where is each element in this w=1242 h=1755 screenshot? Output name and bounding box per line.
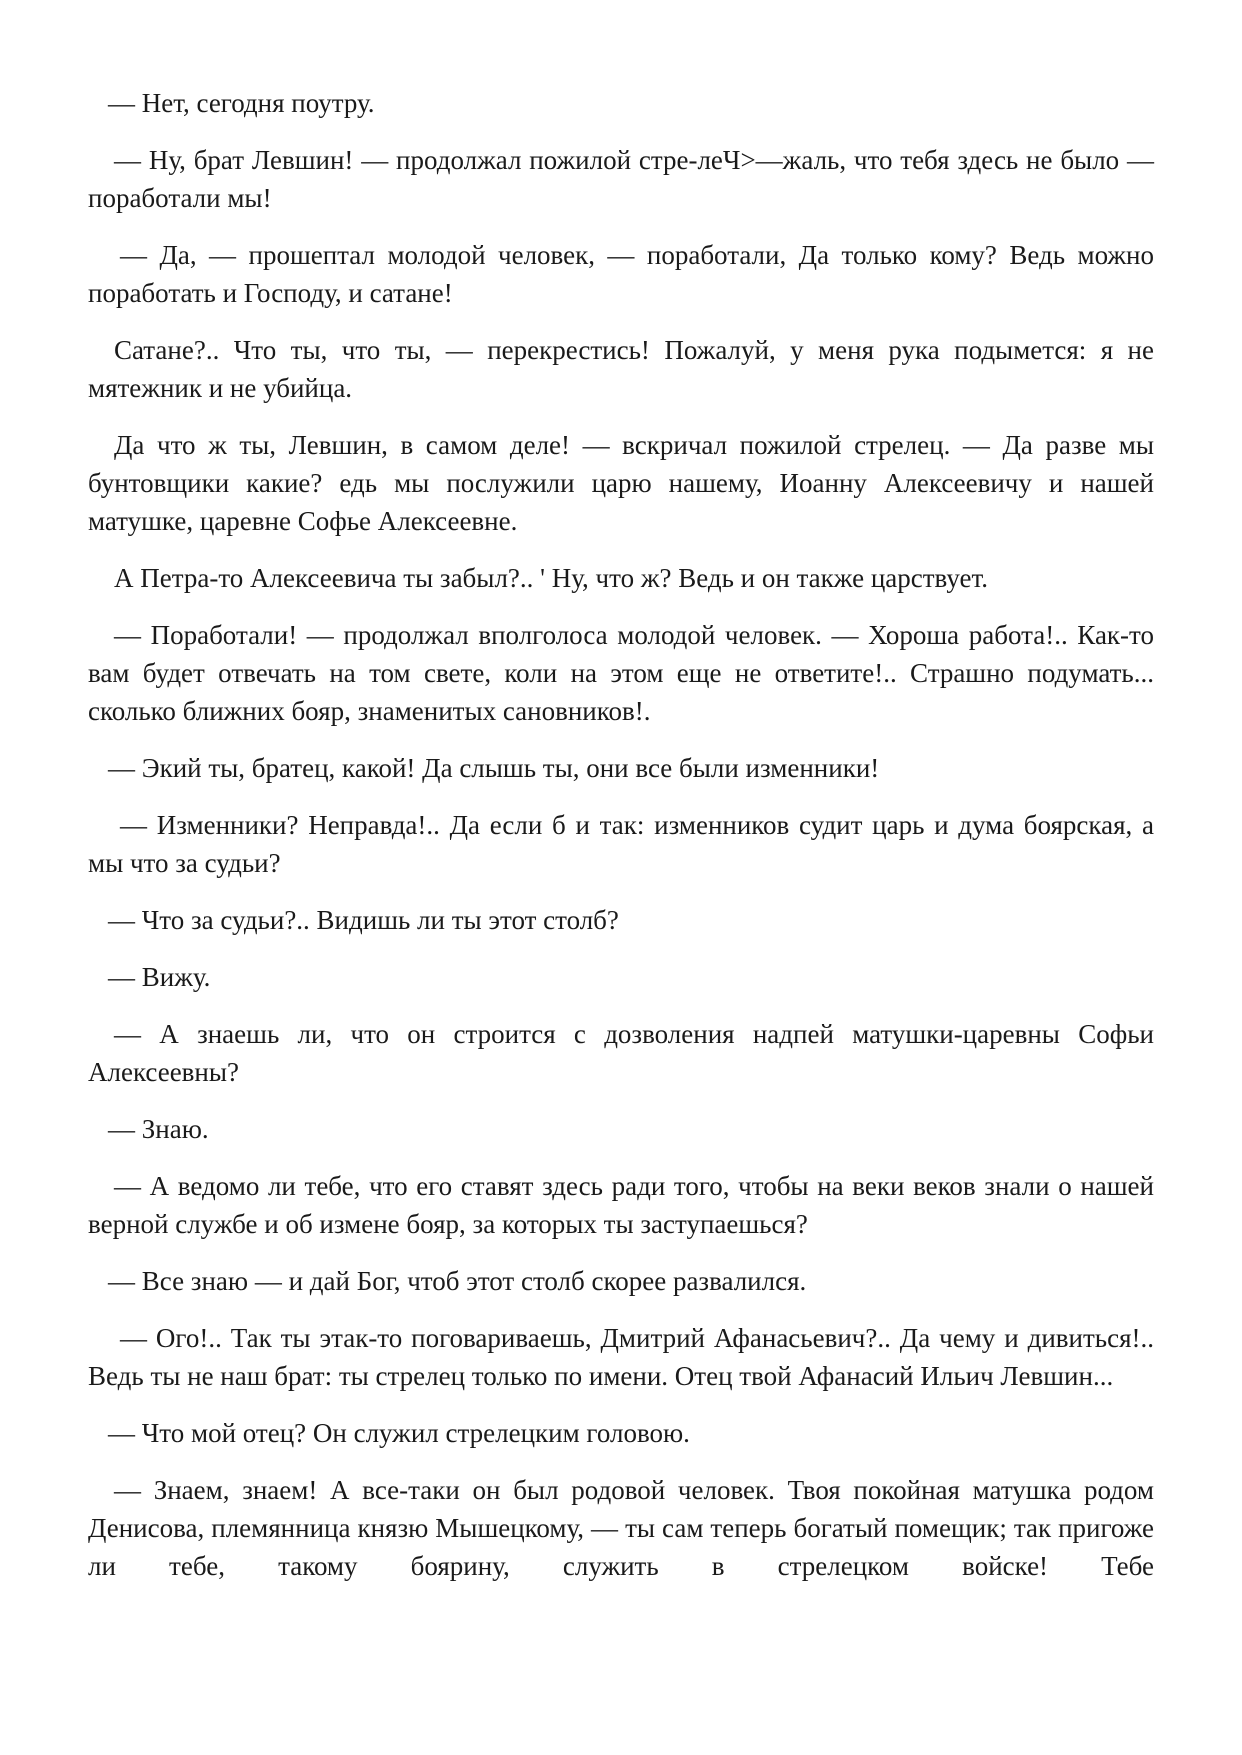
paragraph-11: — Вижу. [108, 962, 211, 992]
paragraph-10: — Что за судьи?.. Видишь ли ты этот столб? [108, 905, 619, 935]
paragraph-18: — Знаем, знаем! А все-таки он был родовой человек. Твоя покойная матушка родом Денисова, племянница князю Мышецкому, — ты сам теперь богатый помещик; так пригоже ли тебе, такому боярину, служить в стрелецком войске! Тебе [88, 1475, 1154, 1581]
document-page [88, 84, 1154, 1604]
paragraph-7: — Поработали! — продолжал вполголоса молодой человек. — Хороша работа!.. Как-то вам будет отвечать на том свете, коли на этом еще не ответите!.. Страшно подумать... сколько ближних бояр, знаменитых сановников!. [88, 620, 1154, 726]
paragraph-12: — А знаешь ли, что он строится с дозволения надпей матушки-царевны Софьи Алексеевны? [88, 1019, 1154, 1087]
paragraph-13: — Знаю. [108, 1114, 209, 1144]
paragraph-15: — Все знаю — и дай Бог, чтоб этот столб скорее развалился. [108, 1266, 807, 1296]
paragraph-8: — Экий ты, братец, какой! Да слышь ты, они все были изменники! [108, 753, 880, 783]
paragraph-4: Сатане?.. Что ты, что ты, — перекрестись! Пожалуй, у меня рука подымется: я не мятежник и не убийца. [88, 335, 1154, 403]
paragraph-1: — Нет, сегодня поутру. [108, 88, 375, 118]
paragraph-3: — Да, — прошептал молодой человек, — поработали, Да только кому? Ведь можно поработать и Господу, и сатане! [88, 240, 1154, 308]
paragraph-6: А Петра-то Алексеевича ты забыл?.. ' Ну, что ж? Ведь и он также царствует. [114, 563, 989, 593]
paragraph-17: — Что мой отец? Он служил стрелецким головою. [108, 1418, 690, 1448]
paragraph-5: Да что ж ты, Левшин, в самом деле! — вскричал пожилой стрелец. — Да разве мы бунтовщики какие? едь мы послужили царю нашему, Иоанну Алексеевичу и нашей матушке, царевне Софье Алексеевне. [88, 430, 1154, 536]
paragraph-14: — А ведомо ли тебе, что его ставят здесь ради того, чтобы на веки веков знали о нашей верной службе и об измене бояр, за которых ты заступаешься? [88, 1171, 1154, 1239]
paragraph-2: — Ну, брат Левшин! — продолжал пожилой стре-леЧ>—жаль, что тебя здесь не было — поработали мы! [88, 145, 1154, 213]
paragraph-9: — Изменники? Неправда!.. Да если б и так: изменников судит царь и дума боярская, а мы что за судьи? [88, 810, 1154, 878]
paragraph-16: — Ого!.. Так ты этак-то поговариваешь, Дмитрий Афанасьевич?.. Да чему и дивиться!.. Ведь ты не наш брат: ты стрелец только по имени. Отец твой Афанасий Ильич Левшин... [88, 1323, 1154, 1391]
